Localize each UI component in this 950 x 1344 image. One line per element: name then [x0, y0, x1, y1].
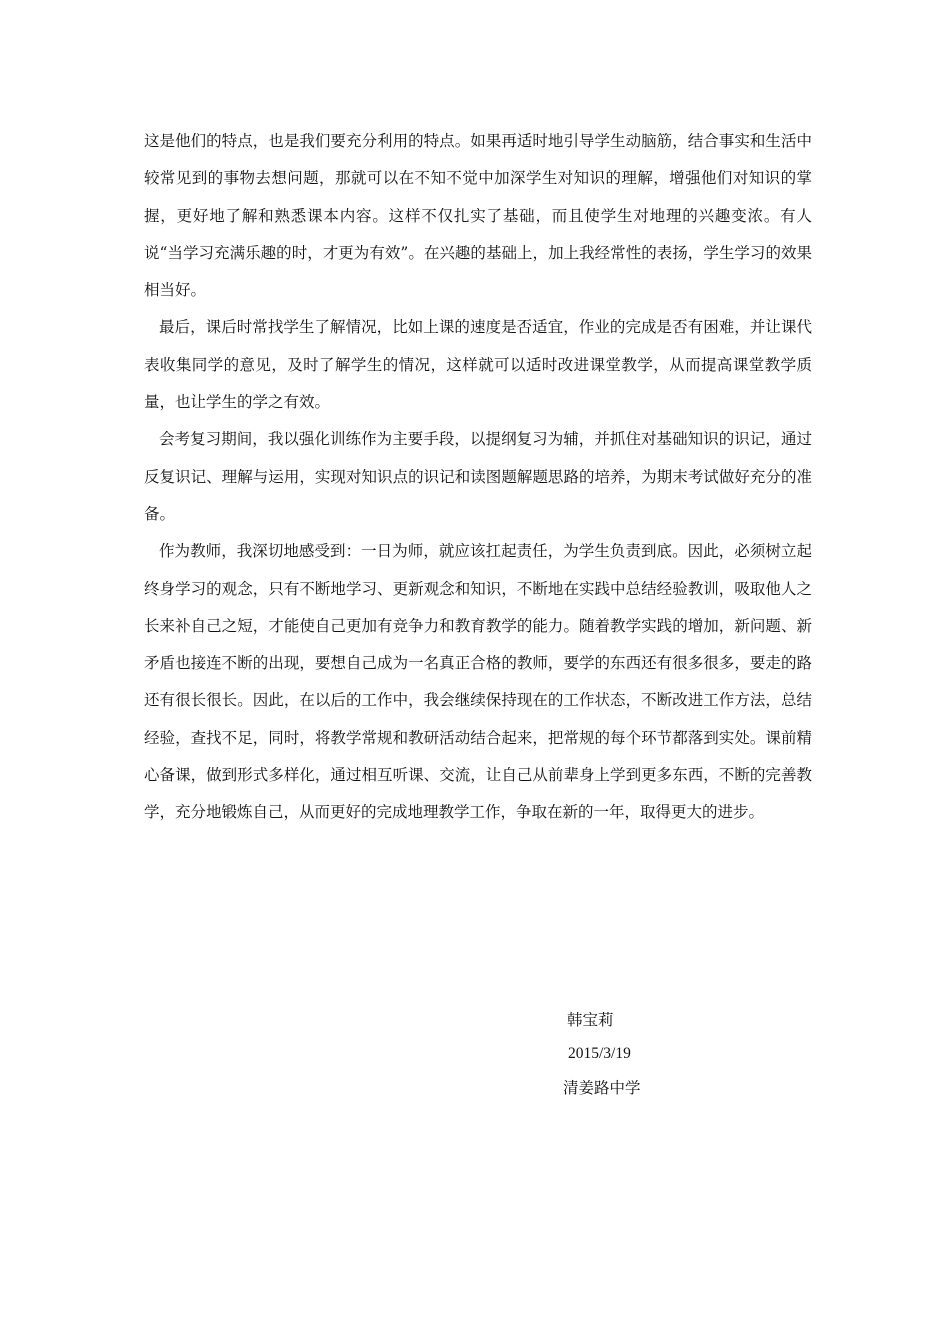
signature-block [555, 1003, 665, 1105]
paragraph-exam-review: 会考复习期间，我以强化训练作为主要手段，以提纲复习为辅，并抓住对基础知识的识记，通过反复识记、理解与运用，实现对知识点的识记和读图题解题思路的培养，为期末考试做好充分的准备。 [144, 430, 812, 523]
signature-date: 2015/3/19 [568, 1045, 631, 1062]
paragraph-teacher-reflection: 作为教师，我深切地感受到：一日为师，就应该扛起责任，为学生负责到底。因此，必须树立起终身学习的观念，只有不断地学习、更新观念和知识，不断地在实践中总结经验教训，吸取他人之长来补自己之短，才能使自己更加有竞争力和教育教学的能力。随着教学实践的增加，新问题、新矛盾也接连不断的出现，要想自己成为一名真正合格的教师，要学的东西还有很多很多，要走的路还有很长很长。因此，在以后的工作中，我会继续保持现在的工作状态，不断改进工作方法，总结经验，查找不足，同时，将教学常规和教研活动结合起来，把常规的每个环节都落到实处。课前精心备课，做到形式多样化，通过相互听课、交流，让自己从前辈身上学到更多东西，不断的完善教学，充分地锻炼自己，从而更好的完成地理教学工作，争取在新的一年，取得更大的进步。 [144, 542, 812, 822]
document-body [144, 123, 812, 832]
paragraph-after-class: 最后，课后时常找学生了解情况，比如上课的速度是否适宜，作业的完成是否有困难，并让课代表收集同学的意见，及时了解学生的情况，这样就可以适时改进课堂教学，从而提高课堂教学质量，也让学生的学之有效。 [144, 318, 812, 412]
author-name: 韩宝莉 [567, 1011, 614, 1029]
paragraph-interest: 这是他们的特点，也是我们要充分利用的特点。如果再适时地引导学生动脑筋，结合事实和生活中较常见到的事物去想问题，那就可以在不知不觉中加深学生对知识的理解，增强他们对知识的掌握，更好地了解和熟悉课本内容。这样不仅扎实了基础，而且使学生对地理的兴趣变浓。有人说“当学习充满乐趣的时，才更为有效”。在兴趣的基础上，加上我经常性的表扬，学生学习的效果相当好。 [144, 132, 812, 300]
school-name: 清姜路中学 [563, 1079, 641, 1097]
